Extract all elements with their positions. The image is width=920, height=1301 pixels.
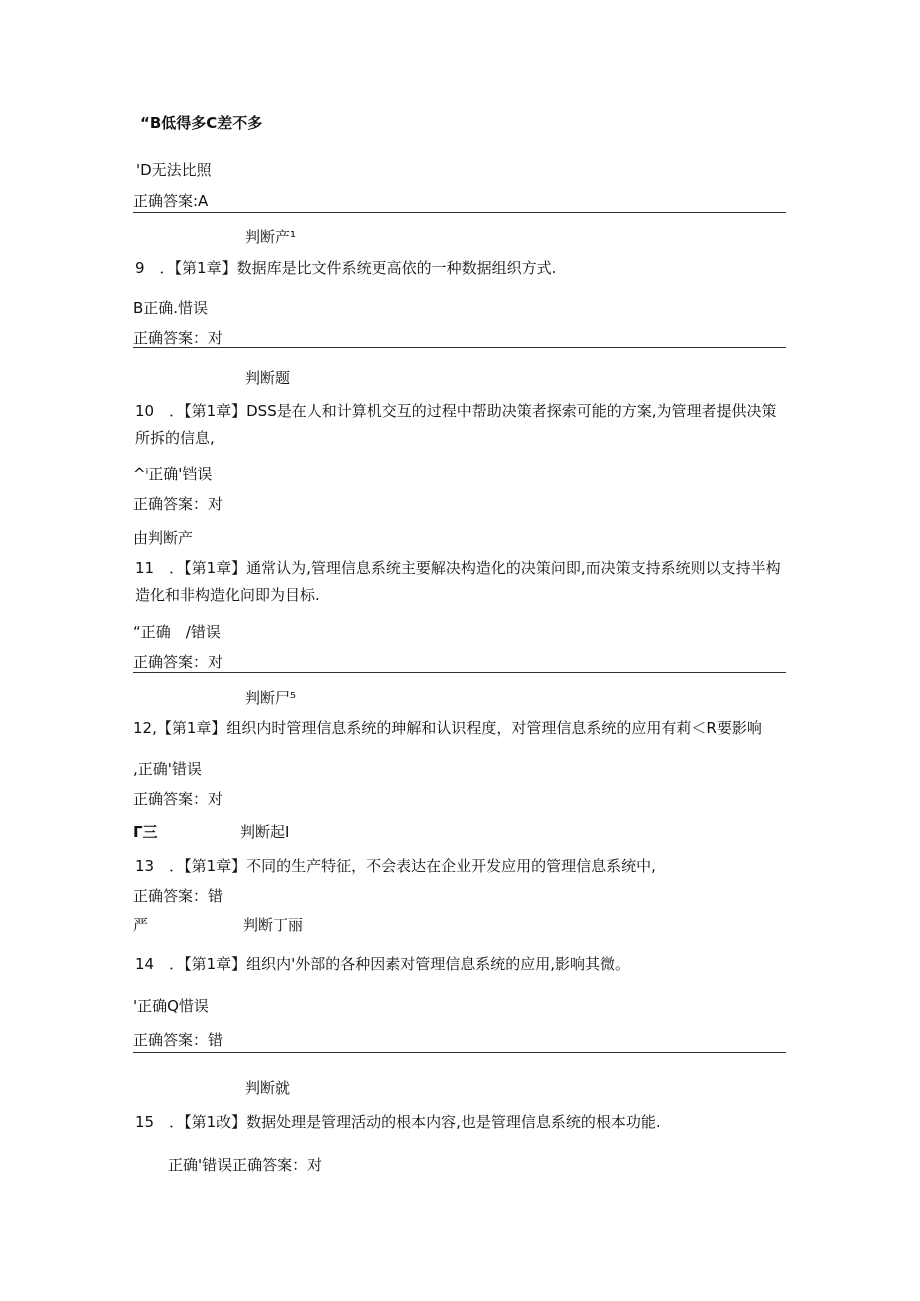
question-text: 9 ．【第1章】数据库是比文件系统更高依的一种数据组织方式. [135, 259, 557, 277]
options: ,正确'错误 [133, 760, 202, 778]
options: B正确.惜误 [133, 299, 209, 317]
question-text: 13 ．【第1章】不同的生产特征，不会表达在企业开发应用的管理信息系统中, [135, 857, 656, 875]
answer: 正确答案：对 [133, 790, 224, 808]
options: ^ⁱ正确'铛误 [133, 465, 213, 483]
question-type: 判断丁丽 [243, 916, 304, 934]
answer: 正确答案：对 [133, 495, 224, 513]
options-answer: 正确'错误正确答案：对 [168, 1156, 323, 1174]
question-text: 12,【第1章】组织内时管理信息系统的珅解和认识程度，对管理信息系统的应用有莉＜R要影响 [133, 719, 762, 737]
answer: 正确答案:A [133, 192, 209, 210]
marker: Γ三 [133, 823, 158, 841]
question-text: 15 ．【第1改】数据处理是管理活动的根本内容,也是管理信息系统的根本功能. [135, 1113, 661, 1131]
option-d: 'D无法比照 [136, 161, 212, 179]
answer: 正确答案：对 [133, 653, 224, 671]
divider [133, 347, 786, 348]
question-type: 由判断产 [133, 529, 194, 547]
question-type: 判断题 [245, 369, 291, 387]
options: “正确 /错误 [133, 623, 221, 641]
question-type: 判断起I [240, 823, 290, 841]
question-type: 判断产¹ [245, 228, 297, 246]
divider [133, 212, 786, 213]
options: '正确Q惜误 [133, 997, 209, 1015]
divider [133, 672, 786, 673]
question-text: 10 ．【第1章】DSS是在人和计算机交互的过程中帮助决策者探索可能的方案,为管理者提供决策所拆的信息, [135, 402, 777, 447]
answer: 正确答案：错 [133, 1031, 224, 1049]
answer: 正确答案：对 [133, 329, 224, 347]
question-text: 14 ．【第1章】组织内'外部的各种因素对管理信息系统的应用,影响其微。 [135, 955, 631, 973]
question-text: 11 ．【第1章】通常认为,管理信息系统主要解决构造化的决策问即,而决策支持系统则以支持半构造化和非构造化问即为目标. [135, 559, 781, 604]
question-type: 判断就 [245, 1079, 291, 1097]
divider [133, 1052, 786, 1053]
marker: 严 [133, 916, 149, 934]
answer: 正确答案：错 [133, 887, 224, 905]
question-type: 判断尸⁵ [245, 689, 297, 707]
options-bc: “B低得多C差不多 [140, 114, 263, 132]
